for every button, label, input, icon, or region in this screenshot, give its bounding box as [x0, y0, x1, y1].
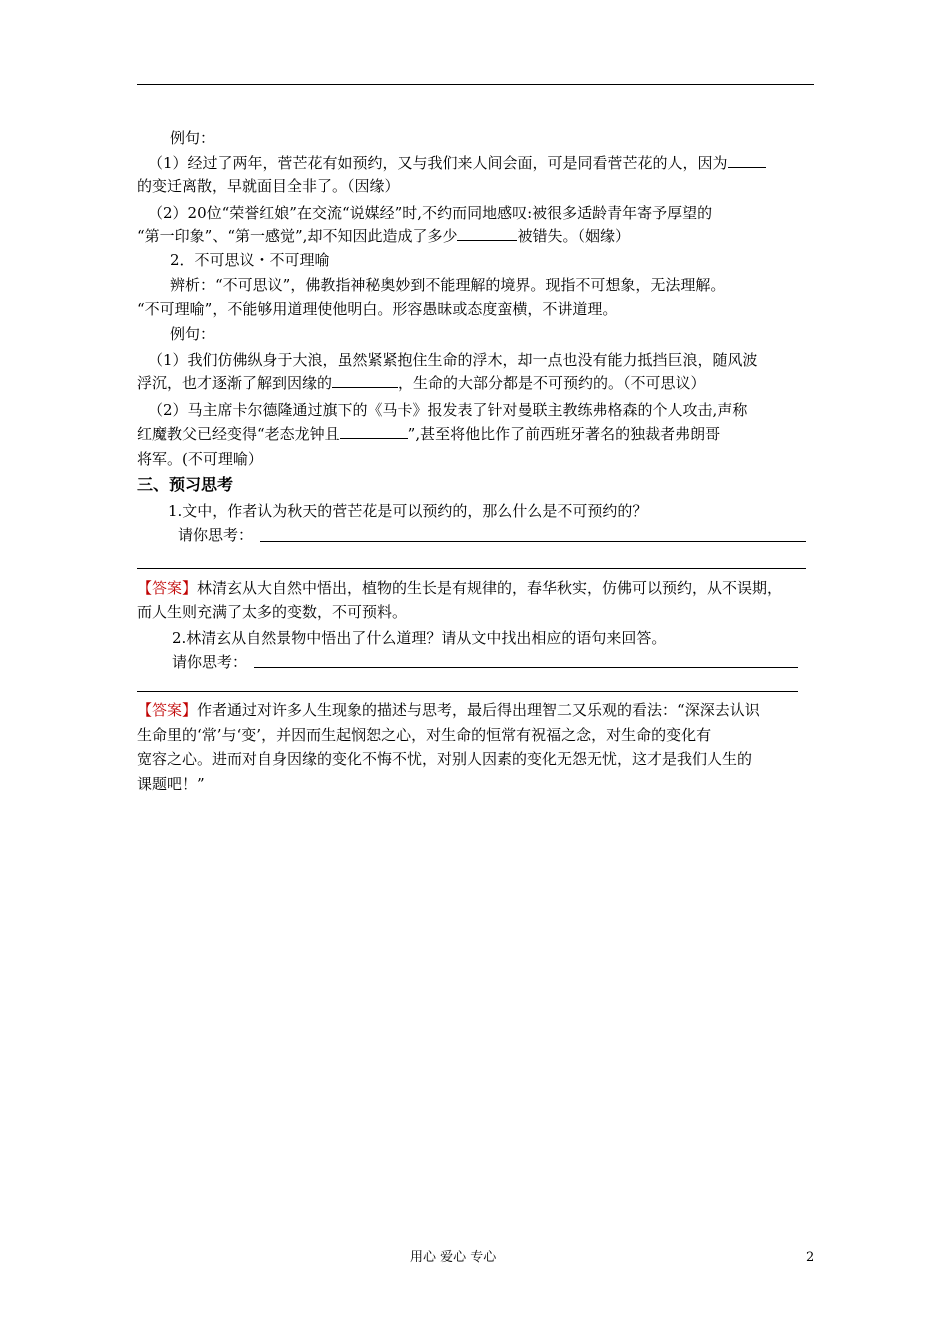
- answer-2-line-2: 生命里的‘常’与‘变’，并因而生起悯恕之心，对生命的恒常有祝福之念，对生命的变化有: [137, 726, 712, 744]
- analysis-line-1: 辨析：“不可思议”，佛教指神秘奥妙到不能理解的境界。现指不可想象，无法理解。: [170, 276, 726, 294]
- think-prompt-2: [172, 651, 852, 673]
- example-label: 例句：: [170, 325, 216, 343]
- example-2-line-1: （2）20位“荣誉红娘”在交流“说媒经”时,不约而同地感叹:被很多适龄青年寄予厚望的: [148, 204, 713, 222]
- think-prompt-1: [178, 524, 858, 546]
- answer-text: 林清玄从大自然中悟出，植物的生长是有规律的，春华秋实，仿佛可以预约，从不误期，: [197, 579, 783, 597]
- example-1-line-1: [148, 152, 828, 174]
- fill-blank[interactable]: [340, 424, 408, 439]
- question-1: 1.文中，作者认为秋天的菅芒花是可以预约的，那么什么是不可预约的？: [168, 502, 648, 520]
- item-2-example-1-line-2: [137, 372, 817, 394]
- answer-tag: 【答案】: [137, 579, 198, 597]
- example-text: 被错失。（姻缘）: [517, 227, 630, 245]
- page-number: 2: [806, 1250, 815, 1265]
- example-label: 例句：: [170, 129, 216, 147]
- example-2-line-2: [137, 225, 817, 247]
- question-2: 2.林清玄从自然景物中悟出了什么道理？请从文中找出相应的语句来回答。: [172, 629, 667, 647]
- answer-text: 作者通过对许多人生现象的描述与思考，最后得出理智二又乐观的看法：“深深去认识: [197, 701, 760, 719]
- fill-blank[interactable]: [332, 373, 398, 388]
- analysis-line-2: “不可理喻”，不能够用道理使他明白。形容愚昧或态度蛮横，不讲道理。: [137, 300, 618, 318]
- item-2-title: 2．不可思议・不可理喻: [170, 251, 330, 269]
- item-2-example-2-line-1: （2）马主席卡尔德隆通过旗下的《马卡》报发表了针对曼联主教练弗格森的个人攻击,声称: [148, 401, 748, 419]
- example-text: 红魔教父已经变得“老态龙钟且: [137, 425, 340, 443]
- prompt-label: 请你思考：: [178, 526, 254, 544]
- example-text: ，生命的大部分都是不可预约的。（不可思议）: [398, 374, 706, 392]
- answer-line[interactable]: [137, 691, 798, 692]
- section-heading: 三、预习思考: [137, 475, 234, 494]
- example-1-line-2: 的变迁离散，早就面目全非了。（因缘）: [137, 177, 400, 195]
- example-text: （1）经过了两年，菅芒花有如预约，又与我们来人间会面，可是同看菅芒花的人，因为: [148, 154, 728, 172]
- example-text: ”,甚至将他比作了前西班牙著名的独裁者弗朗哥: [407, 425, 721, 443]
- prompt-label: 请你思考：: [172, 653, 248, 671]
- header-rule: [137, 84, 814, 85]
- answer-tag: 【答案】: [137, 701, 198, 719]
- answer-1-line-2: 而人生则充满了太多的变数，不可预料。: [137, 603, 408, 621]
- answer-line[interactable]: [254, 667, 798, 668]
- item-2-example-2-line-2: [137, 423, 817, 445]
- answer-1-line-1: [137, 577, 817, 599]
- answer-2-line-3: 宽容之心。进而对自身因缘的变化不悔不忧，对别人因素的变化无怨无忧，这才是我们人生的: [137, 750, 753, 768]
- example-text: 浮沉，也才逐渐了解到因缘的: [137, 374, 333, 392]
- item-2-example-2-line-3: 将军。(不可理喻）: [137, 450, 263, 468]
- fill-blank[interactable]: [457, 226, 517, 241]
- answer-2-line-4: 课题吧！”: [137, 775, 205, 793]
- answer-2-line-1: [137, 699, 817, 721]
- footer-motto: 用心 爱心 专心: [410, 1250, 497, 1265]
- item-2-example-1-line-1: （1）我们仿佛纵身于大浪，虽然紧紧抱住生命的浮木，却一点也没有能力抵挡巨浪，随风波: [148, 351, 758, 369]
- answer-line[interactable]: [137, 568, 806, 569]
- answer-line[interactable]: [260, 541, 806, 542]
- example-text: “第一印象”、“第一感觉”,却不知因此造成了多少: [137, 227, 458, 245]
- fill-blank[interactable]: [728, 153, 766, 168]
